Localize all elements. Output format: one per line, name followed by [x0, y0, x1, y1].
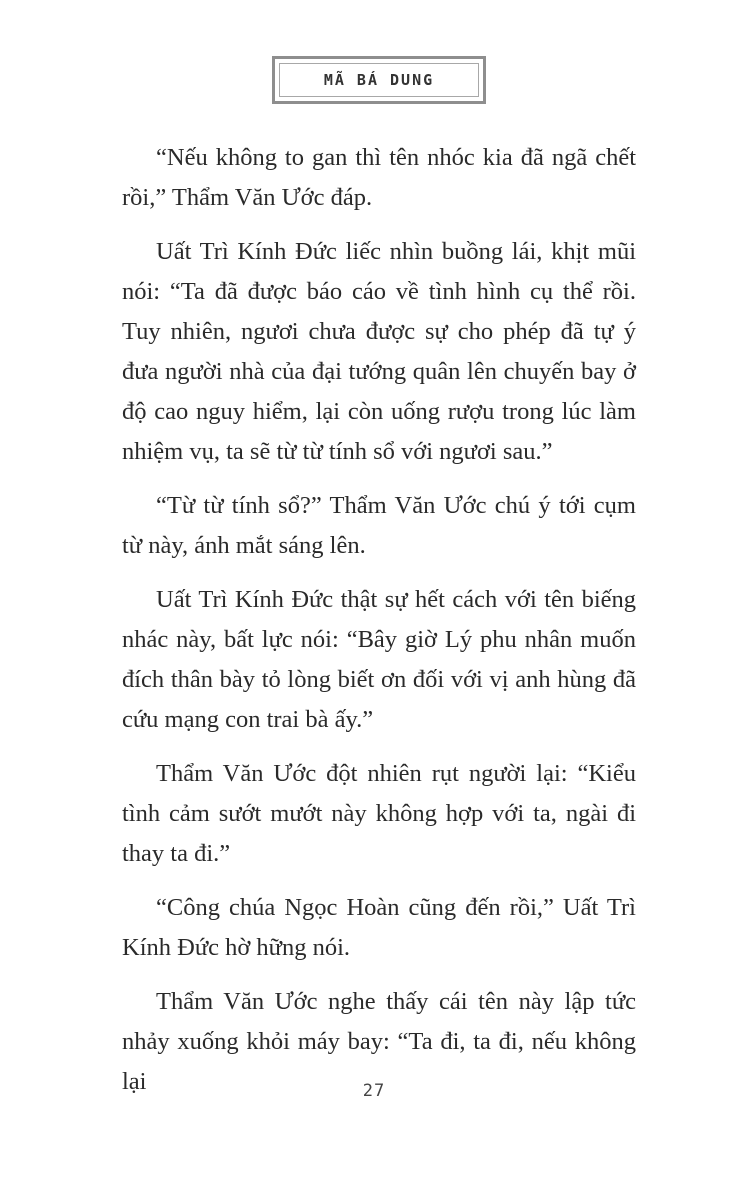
page-number: 27: [362, 1081, 386, 1101]
paragraph: Uất Trì Kính Đức liếc nhìn buồng lái, khịt mũi nói: “Ta đã được báo cáo về tình hình cụ thể rồi. Tuy nhiên, ngươi chưa được sự cho phép đã tự ý đưa người nhà của đại tướng quân lên chuyến bay ở độ cao nguy hiểm, lại còn uống rượu trong lúc làm nhiệm vụ, ta sẽ từ từ tính sổ với ngươi sau.”: [122, 238, 636, 465]
running-header: [272, 56, 486, 104]
paragraph: Thẩm Văn Ước nghe thấy cái tên này lập tức nhảy xuống khỏi máy bay: “Ta đi, ta đi, nếu không lại: [122, 988, 636, 1095]
paragraph: “Nếu không to gan thì tên nhóc kia đã ngã chết rồi,” Thẩm Văn Ước đáp.: [122, 144, 636, 211]
paragraph: Thẩm Văn Ước đột nhiên rụt người lại: “Kiểu tình cảm sướt mướt này không hợp với ta, ngài đi thay ta đi.”: [122, 760, 636, 867]
paragraph: “Công chúa Ngọc Hoàn cũng đến rồi,” Uất Trì Kính Đức hờ hững nói.: [122, 894, 636, 961]
paragraph: Uất Trì Kính Đức thật sự hết cách với tên biếng nhác này, bất lực nói: “Bây giờ Lý phu nhân muốn đích thân bày tỏ lòng biết ơn đối với vị anh hùng đã cứu mạng con trai bà ấy.”: [122, 586, 636, 733]
paragraph: “Từ từ tính sổ?” Thẩm Văn Ước chú ý tới cụm từ này, ánh mắt sáng lên.: [122, 492, 636, 559]
running-header-title: MÃ BÁ DUNG: [323, 71, 435, 89]
body-text: [122, 138, 636, 1116]
